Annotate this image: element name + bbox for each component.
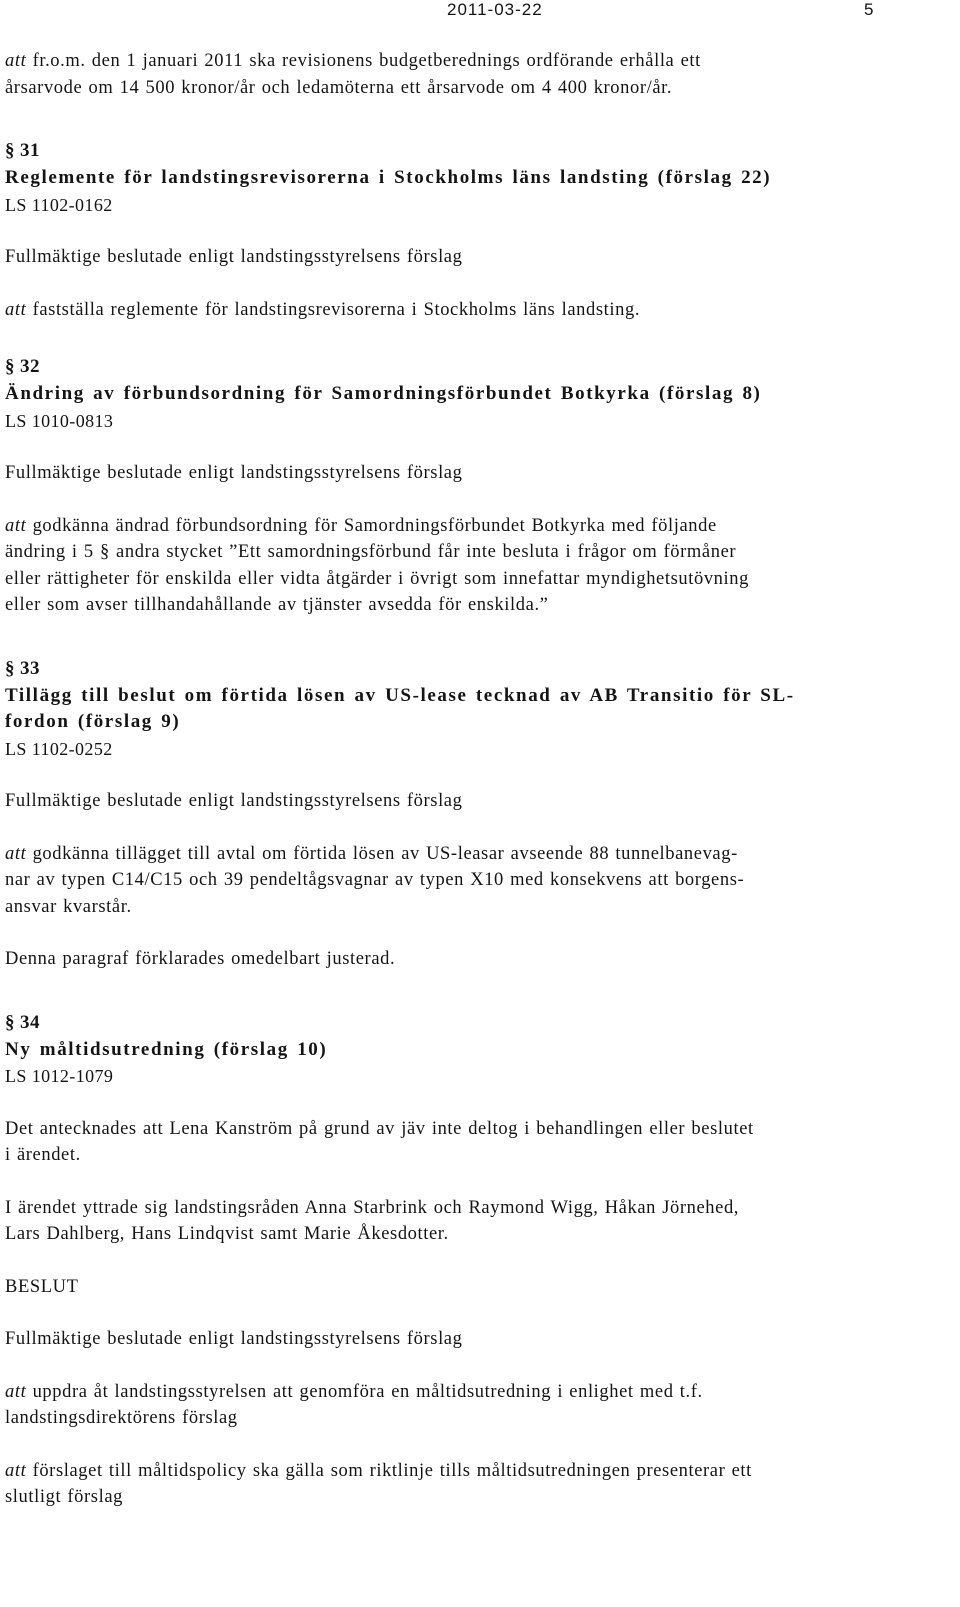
page-header — [0, 0, 960, 24]
att-word: att — [5, 1381, 27, 1402]
att-line-2: nar av typen C14/C15 och 39 pendeltågsvagnar av typen X10 med konsekvens att borgens- — [5, 870, 745, 890]
section-32 — [5, 353, 955, 619]
section-title: Ny måltidsutredning (förslag 10) — [5, 1038, 328, 1060]
section-31 — [5, 137, 955, 323]
section-title — [5, 683, 955, 736]
att-line-1: godkänna ändrad förbundsordning för Samordningsförbundet Botkyrka med följande — [26, 515, 717, 536]
att1-line-1: uppdra åt landstingsstyrelsen att genomföra en måltidsutredning i enlighet med t.f. — [26, 1381, 703, 1402]
jav-line-1: Det antecknades att Lena Kanström på grund av jäv inte deltog i behandlingen eller beslutet — [5, 1118, 754, 1139]
att-clause-2 — [5, 1458, 955, 1511]
section-title: Ändring av förbundsordning för Samordningsförbundet Botkyrka (förslag 8) — [5, 383, 762, 404]
decision-text: Fullmäktige beslutade enligt landstingsstyrelsens förslag — [5, 791, 463, 811]
section-number: § 32 — [5, 356, 40, 377]
att-line-1: godkänna tillägget till avtal om förtida lösen av US-leasar avseende 88 tunnelbanevag- — [26, 843, 738, 864]
att-clause — [5, 513, 955, 619]
speakers-line-1: I ärendet yttrade sig landstingsråden Anna Starbrink och Raymond Wigg, Håkan Jörnehed, — [5, 1197, 740, 1218]
speakers-line-2: Lars Dahlberg, Hans Lindqvist samt Marie Åkesdotter. — [5, 1224, 449, 1244]
att-clause — [5, 841, 955, 921]
section-number: § 33 — [5, 657, 40, 679]
intro-paragraph — [5, 48, 955, 101]
document-body — [5, 48, 955, 1511]
att-word: att — [5, 51, 27, 71]
att2-line-2: slutligt förslag — [5, 1487, 123, 1507]
section-34 — [5, 1009, 955, 1511]
att-line-3: eller rättigheter för enskilda eller vidta åtgärder i övrigt som innefattar myndighetsutövning — [5, 568, 749, 589]
header-date: 2011-03-22 — [447, 0, 543, 19]
att-clause-1 — [5, 1379, 955, 1432]
att-clause — [5, 297, 955, 324]
att-word: att — [5, 515, 27, 536]
case-reference: LS 1102-0252 — [5, 738, 113, 759]
section-number: § 31 — [5, 140, 40, 161]
case-reference: LS 1012-1079 — [5, 1066, 114, 1086]
decision-text: Fullmäktige beslutade enligt landstingsstyrelsens förslag — [5, 463, 463, 483]
decision-text: Fullmäktige beslutade enligt landstingsstyrelsens förslag — [5, 247, 463, 267]
att-word: att — [5, 1460, 27, 1481]
decision-text: Fullmäktige beslutade enligt landstingsstyrelsens förslag — [5, 1329, 463, 1349]
intro-line-1: fr.o.m. den 1 januari 2011 ska revisionens budgetberednings ordförande erhålla ett — [26, 51, 701, 71]
att-word: att — [5, 843, 27, 864]
case-reference: LS 1010-0813 — [5, 410, 114, 431]
att1-line-2: landstingsdirektörens förslag — [5, 1408, 238, 1428]
beslut-heading: BESLUT — [5, 1276, 79, 1297]
title-line-2: fordon (förslag 9) — [5, 711, 181, 732]
section-number: § 34 — [5, 1011, 40, 1033]
att-clause-text: fastställa reglemente för landstingsrevisorerna i Stockholms läns landsting. — [26, 299, 641, 320]
adjustment-note: Denna paragraf förklarades omedelbart justerad. — [5, 949, 396, 969]
att-line-3: ansvar kvarstår. — [5, 896, 132, 917]
section-33 — [5, 655, 955, 973]
att-word: att — [5, 299, 27, 320]
conflict-of-interest-note — [5, 1116, 955, 1169]
section-title: Reglemente för landstingsrevisorerna i Stockholms läns landsting (förslag 22) — [5, 167, 772, 188]
case-reference: LS 1102-0162 — [5, 194, 113, 215]
speakers-paragraph — [5, 1195, 955, 1248]
page-number: 5 — [864, 0, 875, 19]
jav-line-2: i ärendet. — [5, 1145, 81, 1165]
intro-line-2: årsarvode om 14 500 kronor/år och ledamöterna ett årsarvode om 4 400 kronor/år. — [5, 77, 673, 98]
title-line-1: Tillägg till beslut om förtida lösen av US-lease tecknad av AB Transitio för SL- — [5, 684, 795, 706]
att2-line-1: förslaget till måltidspolicy ska gälla som riktlinje tills måltidsutredningen presenterar ett — [26, 1460, 752, 1481]
att-line-4: eller som avser tillhandahållande av tjänster avsedda för enskilda.” — [5, 595, 549, 615]
att-line-2: ändring i 5 § andra stycket ”Ett samordningsförbund får inte besluta i frågor om förmåner — [5, 542, 737, 562]
